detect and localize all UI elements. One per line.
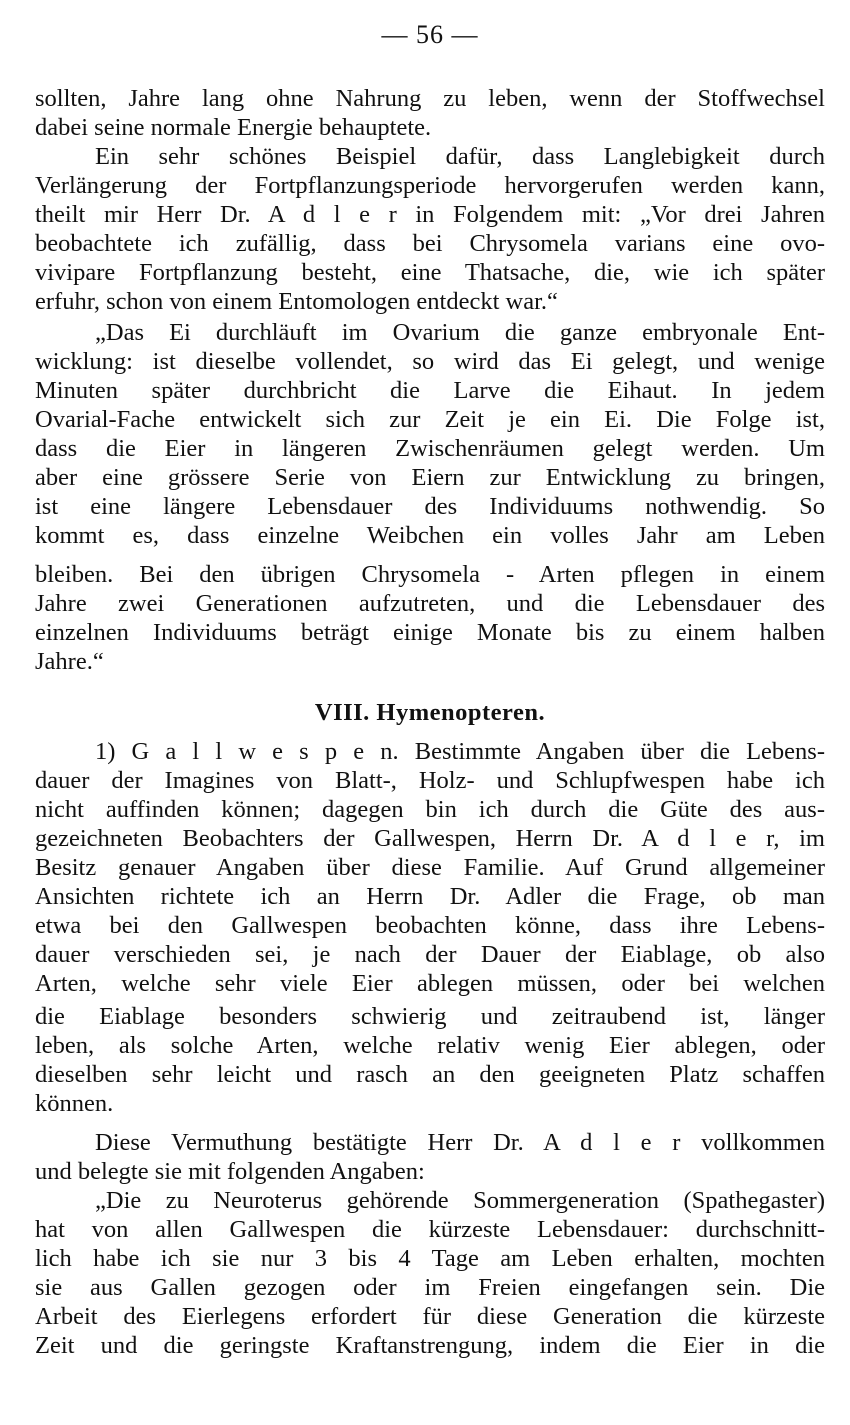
text-line: leben, als solche Arten, welche relativ wenig Eier ablegen, oder: [35, 1032, 825, 1059]
page-number: — 56 —: [381, 20, 479, 49]
text-line: Ansichten richtete ich an Herrn Dr. Adler die Frage, ob man: [35, 883, 825, 910]
text-line: „Die zu Neuroterus gehörende Sommergeneration (Spathegaster): [95, 1187, 825, 1214]
text-line: dauer der Imagines von Blatt-, Holz- und Schlupfwespen habe ich: [35, 767, 825, 794]
text-line: einzelnen Individuums beträgt einige Monate bis zu einem halben: [35, 619, 825, 646]
text-line: dass die Eier in längeren Zwischenräumen gelegt werden. Um: [35, 435, 825, 462]
text-line: sollten, Jahre lang ohne Nahrung zu leben, wenn der Stoffwechsel: [35, 85, 825, 112]
text-line: Arten, welche sehr viele Eier ablegen müssen, oder bei welchen: [35, 970, 825, 997]
text-line: Ovarial-Fache entwickelt sich zur Zeit je ein Ei. Die Folge ist,: [35, 406, 825, 433]
text-line: Ein sehr schönes Beispiel dafür, dass Langlebigkeit durch: [95, 143, 825, 170]
text-line: vivipare Fortpflanzung besteht, eine Thatsache, die, wie ich später: [35, 259, 825, 286]
text-line: Jahre zwei Generationen aufzutreten, und die Lebensdauer des: [35, 590, 825, 617]
document-page: [35, 0, 825, 1425]
text-line: Arbeit des Eierlegens erfordert für diese Generation die kürzeste: [35, 1303, 825, 1330]
text-line: lich habe ich sie nur 3 bis 4 Tage am Leben erhalten, mochten: [35, 1245, 825, 1272]
text-line: bleiben. Bei den übrigen Chrysomela - Arten pflegen in einem: [35, 561, 825, 588]
text-line: erfuhr, schon von einem Entomologen entdeckt war.“: [35, 288, 558, 315]
text-line: Minuten später durchbricht die Larve die Eihaut. In jedem: [35, 377, 825, 404]
text-line: Jahre.“: [35, 648, 104, 675]
section-heading: VIII. Hymenopteren.: [314, 699, 546, 726]
text-line: wicklung: ist dieselbe vollendet, so wird das Ei gelegt, und wenige: [35, 348, 825, 375]
text-line: dabei seine normale Energie behauptete.: [35, 114, 432, 141]
text-line: gezeichneten Beobachters der Gallwespen, Herrn Dr. A d l e r, im: [35, 825, 825, 852]
text-line: etwa bei den Gallwespen beobachten könne, dass ihre Lebens-: [35, 912, 825, 939]
text-line: beobachtete ich zufällig, dass bei Chrysomela varians eine ovo-: [35, 230, 825, 257]
text-line: sie aus Gallen gezogen oder im Freien eingefangen sein. Die: [35, 1274, 825, 1301]
text-line: aber eine grössere Serie von Eiern zur Entwicklung zu bringen,: [35, 464, 825, 491]
text-line: können.: [35, 1090, 114, 1117]
text-line: Verlängerung der Fortpflanzungsperiode hervorgerufen werden kann,: [35, 172, 825, 199]
text-line: kommt es, dass einzelne Weibchen ein volles Jahr am Leben: [35, 522, 825, 549]
text-line: „Das Ei durchläuft im Ovarium die ganze embryonale Ent-: [95, 319, 825, 346]
text-line: nicht auffinden können; dagegen bin ich durch die Güte des aus-: [35, 796, 825, 823]
text-line: dauer verschieden sei, je nach der Dauer der Eiablage, ob also: [35, 941, 825, 968]
text-line: 1) G a l l w e s p e n. Bestimmte Angaben über die Lebens-: [95, 738, 825, 765]
text-line: Besitz genauer Angaben über diese Familie. Auf Grund allgemeiner: [35, 854, 825, 881]
text-line: hat von allen Gallwespen die kürzeste Lebensdauer: durchschnitt-: [35, 1216, 825, 1243]
text-line: und belegte sie mit folgenden Angaben:: [35, 1158, 425, 1185]
text-line: ist eine längere Lebensdauer des Individuums nothwendig. So: [35, 493, 825, 520]
text-line: die Eiablage besonders schwierig und zeitraubend ist, länger: [35, 1003, 825, 1030]
text-line: Diese Vermuthung bestätigte Herr Dr. A d l e r vollkommen: [95, 1129, 825, 1156]
text-line: Zeit und die geringste Kraftanstrengung, indem die Eier in die: [35, 1332, 825, 1359]
text-line: dieselben sehr leicht und rasch an den geeigneten Platz schaffen: [35, 1061, 825, 1088]
text-line: theilt mir Herr Dr. A d l e r in Folgendem mit: „Vor drei Jahren: [35, 201, 825, 228]
